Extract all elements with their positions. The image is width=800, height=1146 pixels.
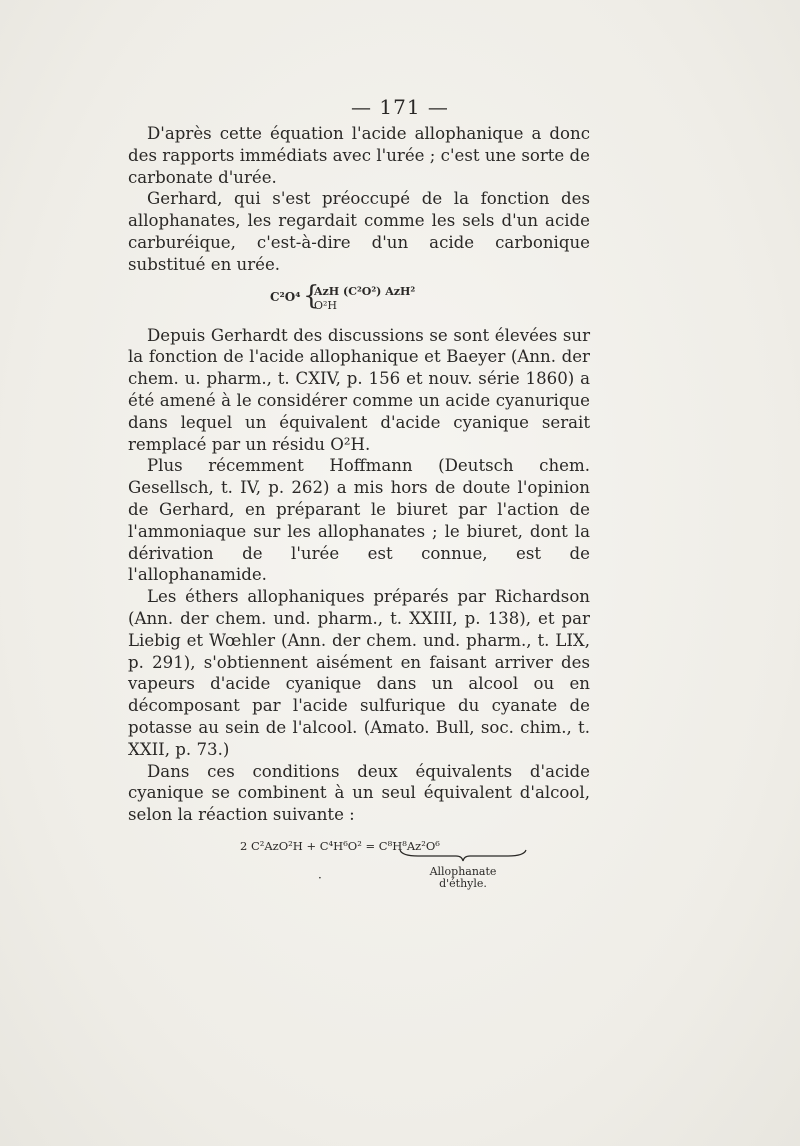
brace-icon: { xyxy=(303,280,320,311)
paragraph-1: D'après cette équation l'acide allophanique a donc des rapports immédiats avec l'urée ; c'est une sorte de carbonate d'urée. xyxy=(128,124,590,187)
formula-left-term: C²O⁴ xyxy=(270,289,301,304)
equation-text: 2 C²AzO²H + C⁴H⁶O² = C⁸H⁸Az²O⁶ xyxy=(240,838,440,853)
underbrace-icon xyxy=(398,848,528,862)
product-label-line-2: d'éthyle. xyxy=(439,876,487,890)
paragraph-2: Gerhard, qui s'est préoccupé de la fonction des allophanates, les regardait comme les sels d'un acide carburéique, c'est-à-dire d'un acide carbonique substitué en urée. xyxy=(128,189,590,274)
paragraph-5: Les éthers allophaniques préparés par Richardson (Ann. der chem. und. pharm., t. XXIII, p. 138), et par Liebig et Wœhler (Ann. der chem. und. pharm., t. LIX, p. 291), s'obtiennent aisément en faisant arriver des vapeurs d'acide cyanique dans un alcool ou en décomposant par l'acide sulfurique du cyanate de potasse au sein de l'alcool. (Amato. Bull, soc. chim., t. XXII, p. 73.) xyxy=(128,587,590,759)
carbureic-acid-formula xyxy=(128,282,590,324)
body-text xyxy=(128,123,590,910)
stray-dot: · xyxy=(318,870,322,885)
reaction-equation xyxy=(128,832,590,910)
paragraph-4: Plus récemment Hoffmann (Deutsch chem. Gesellsch, t. IV, p. 262) a mis hors de doute l'opinion de Gerhard, en préparant le biuret par l'action de l'ammoniaque sur les allophanates ; le biuret, dont la dérivation de l'urée est connue, est de l'allophanamide. xyxy=(128,456,590,585)
formula-bottom-term: O²H xyxy=(314,298,338,312)
paragraph-3: Depuis Gerhardt des discussions se sont élevées sur la fonction de l'acide allophanique et Baeyer (Ann. der chem. u. pharm., t. CXIV, p. 156 et nouv. série 1860) a été amené à le considérer comme un acide cyanurique dans lequel un équivalent d'acide cyanique serait remplacé par un résidu O²H. xyxy=(128,325,590,454)
paragraph-6: Dans ces conditions deux équivalents d'acide cyanique se combinent à un seul équivalent d'alcool, selon la réaction suivante : xyxy=(128,761,590,825)
product-label xyxy=(403,866,523,890)
product-label-line-1: Allophanate xyxy=(429,864,497,878)
formula-top-term: AzH (C²O²) AzH² xyxy=(314,284,416,298)
page-number: — 171 — xyxy=(351,95,449,119)
